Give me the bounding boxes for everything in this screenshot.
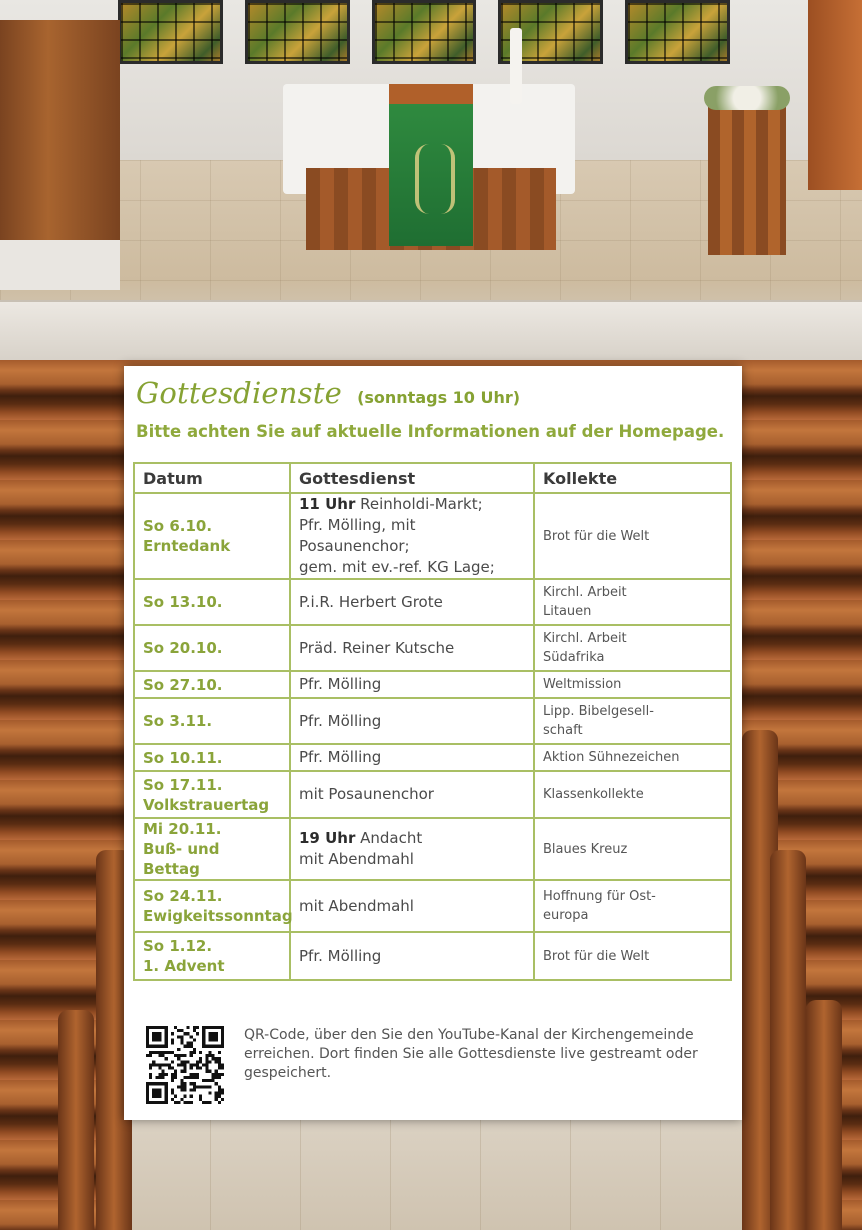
collection-text: Hoffnung für Ost- — [543, 889, 656, 904]
card-subtitle: (sonntags 10 Uhr) — [357, 388, 521, 407]
qr-code-description: QR-Code, über den Sie den YouTube-Kanal der Kirchengemeinde erreichen. Dort finden Sie alle Gottesdienste live gestreamt oder gespeichert. — [244, 1027, 698, 1081]
occasion-text: Ewigkeitssonntag — [143, 907, 293, 925]
table-header-row — [134, 463, 731, 493]
qr-code-icon[interactable] — [146, 1026, 224, 1104]
stained-glass-window — [245, 0, 350, 64]
homepage-notice: Bitte achten Sie auf aktuelle Informationen auf der Homepage. — [136, 422, 725, 441]
service-cell — [290, 493, 534, 579]
stained-glass-window — [372, 0, 477, 64]
table-row — [134, 744, 731, 771]
collection-text: europa — [543, 908, 589, 923]
pew-end — [806, 1000, 842, 1230]
collection-cell — [534, 625, 731, 671]
occasion-text: 1. Advent — [143, 957, 225, 975]
date-cell — [134, 818, 290, 880]
service-schedule-table — [133, 462, 732, 981]
collection-cell: Klassenkollekte — [534, 771, 731, 818]
table-row — [134, 771, 731, 818]
pew-end — [58, 1010, 94, 1230]
date-text: So 17.11. — [143, 775, 223, 794]
pulpit-base — [0, 240, 120, 290]
table-row — [134, 880, 731, 932]
collection-cell — [534, 698, 731, 744]
collection-cell: Blaues Kreuz — [534, 818, 731, 880]
stained-glass-window — [625, 0, 730, 64]
table-row — [134, 625, 731, 671]
column-header-kollekte: Kollekte — [534, 463, 731, 493]
service-cell: P.i.R. Herbert Grote — [290, 579, 534, 625]
service-cell: Pfr. Mölling — [290, 698, 534, 744]
service-time: 11 Uhr — [299, 495, 356, 513]
qr-code-graphic — [146, 1026, 224, 1104]
service-time: 19 Uhr — [299, 829, 356, 847]
date-text: So 24.11. — [143, 887, 223, 905]
service-text: Pfr. Mölling, mit Posaunenchor; — [299, 516, 416, 555]
collection-cell: Weltmission — [534, 671, 731, 698]
table-row — [134, 493, 731, 579]
service-cell: Präd. Reiner Kutsche — [290, 625, 534, 671]
occasion-text: Volkstrauertag — [143, 795, 270, 814]
pew-end — [770, 850, 806, 1230]
column-header-gottesdienst: Gottesdienst — [290, 463, 534, 493]
date-cell — [134, 932, 290, 980]
collection-cell — [534, 880, 731, 932]
table-row — [134, 932, 731, 980]
table-row — [134, 671, 731, 698]
collection-cell: Brot für die Welt — [534, 493, 731, 579]
date-cell: So 10.11. — [134, 744, 290, 771]
service-cell: Pfr. Mölling — [290, 671, 534, 698]
card-title: Gottesdienste — [136, 376, 342, 410]
date-cell: So 13.10. — [134, 579, 290, 625]
service-cell: Pfr. Mölling — [290, 744, 534, 771]
wooden-door — [808, 0, 862, 190]
date-cell: So 27.10. — [134, 671, 290, 698]
column-header-datum: Datum — [134, 463, 290, 493]
collection-text: schaft — [543, 723, 583, 738]
service-text: Andacht — [360, 829, 423, 847]
collection-text: Litauen — [543, 604, 592, 619]
date-cell — [134, 880, 293, 932]
service-text: mit Abendmahl — [299, 850, 414, 868]
collection-cell — [534, 579, 731, 625]
occasion-text: Buß- und Bettag — [143, 840, 220, 878]
date-cell — [134, 771, 290, 818]
service-text: Reinholdi-Markt; — [360, 495, 483, 513]
service-cell: Pfr. Mölling — [290, 932, 534, 980]
collection-cell: Brot für die Welt — [534, 932, 731, 980]
table-row — [134, 698, 731, 744]
table-row — [134, 818, 731, 880]
chancel-step — [0, 300, 862, 362]
collection-text: Kirchl. Arbeit — [543, 631, 627, 646]
card-header — [136, 376, 736, 410]
date-cell: So 20.10. — [134, 625, 290, 671]
service-cell: mit Posaunenchor — [290, 771, 534, 818]
service-schedule-card — [124, 366, 742, 1120]
collection-text: Lipp. Bibelgesell- — [543, 704, 654, 719]
stained-glass-window — [118, 0, 223, 64]
paschal-candle — [510, 28, 522, 104]
date-text: So 6.10. — [143, 517, 213, 535]
flower-stand — [708, 100, 786, 255]
service-text: gem. mit ev.-ref. KG Lage; — [299, 558, 495, 576]
date-cell — [134, 493, 290, 579]
collection-cell: Aktion Sühnezeichen — [534, 744, 731, 771]
green-parament — [389, 84, 473, 246]
date-text: So 1.12. — [143, 937, 213, 955]
collection-text: Südafrika — [543, 650, 605, 665]
date-cell: So 3.11. — [134, 698, 290, 744]
service-cell: mit Abendmahl — [290, 880, 534, 932]
service-cell — [290, 818, 534, 880]
table-row — [134, 579, 731, 625]
date-text: Mi 20.11. — [143, 820, 222, 838]
occasion-text: Erntedank — [143, 537, 231, 555]
stained-glass-windows — [118, 0, 730, 68]
collection-text: Kirchl. Arbeit — [543, 585, 627, 600]
